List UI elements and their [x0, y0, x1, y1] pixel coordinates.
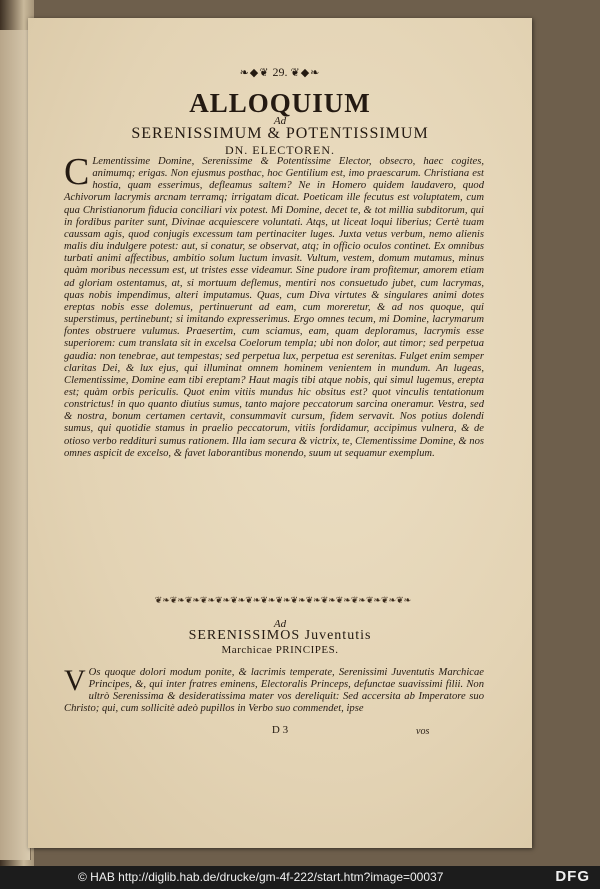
- section1-ad: Ad: [273, 115, 287, 127]
- section2-dropcap: V: [64, 664, 86, 697]
- footer-bar: [0, 866, 600, 889]
- section1-addressee-line2: DN. ELECTOREN.: [224, 143, 336, 157]
- catchword: vos: [416, 726, 430, 737]
- header-ornament-right: ❦◆❧: [290, 67, 321, 79]
- signature-mark: D 3: [271, 724, 289, 736]
- section1-body: [64, 151, 484, 460]
- section2-body: [64, 664, 484, 716]
- page-header: [28, 65, 532, 80]
- book-page: [28, 18, 532, 848]
- citation-link[interactable]: © HAB http://diglib.hab.de/drucke/gm-4f-222/start.htm?image=00037: [78, 870, 444, 884]
- section1-text: Lementissime Domine, Serenissime & Potentissime Elector, obsecro, haec cogites, animumq; erigas. Non ejusmus posthac, hoc Gentilium est, imo praescarum. Christiana est hostia, quam esserimus, defleamus saltem? Ne in Homero quidem laudavero, quod Achivorum lacrymis arcnam terramq; irrigatam dicat. Poeticam ille fecutus est voluptatem, cum qua Christianorum fiducia conciliari vix potest. Mi Domine, decet te, & tot millia subditorum, qui in fordibus pariter sunt, Divinae acquiescere voluntati. Atqs, ut liceat loqui liberius; Certè tuam caussam agis, quod conjugis excessum tam pertinaciter luges. Juxta vetus verbum, nemo alienis malis diu indulgere potest: aut, si conatur, se observat, atq; in officio oculos continet. Ex omnibus turbati animi affectibus, ambitio solum luctum invasit. Vultum, vestem, domum mutamus, minus quàm moribus necessum est, ut tristes esse videamur. Sine pudore iram profitemur, amorem etiam ad gloriam ostentamus, at, si mortuum deflemus, mentiri nos consuetudo jubet, cum lacrymas, quas nobis impendimus, alteri imputamus. Quas, cum Diva virtutes & singulares animi dotes ereptas nobis esse dolemus, pertinuerunt ad eam, cum moreretur, & ad nos quoque, qui superstimus, pertinebunt; si imitando expresserimus. Ergo omnes tecum, mi Domine, lacrymarum fontes obstruere vulumus. Praesertim, cum sciamus, eam, quam deploramus, lacrymis esse superiorem: cum translata sit in excelsa Coelorum templa; ubi non dolor, aut timor; sed perpetua gaudia: non tenebrae, aut tempestas; sed perpetua lux, perpetua est serenitas. Fulget enim semper claritas Dei, & lux ejus, qui illuminat omnem hominem venientem in mundum. An lugeas, Clementissime, Domine eam tibi ereptam? Haut magis tibi atque nobis, qui simul lugemus, erepta est; quàm orbis periculis. Quot enim vitiis mundus hic obsitus est? quot vinculis tentationum constrictus! in quo quanto diutius sumus, tanto majore peccatorum sarcina oneramur. Vestra, sed & nostra, bonum certamen certavit, consummavit cursum, fidem servavit. Nos potius dolendi sumus, qui quotidie stamus in praelio peccatorum, vitiis fordidamur, accipimus vulnera, & de otioso verbo reddituri sumus rationem. Illa iam secura & victrix, te, Clementissime Domine, & nos omnes aspicit de excelso, & favet laborantibus monendo, suum ut sequamur exemplum.: [64, 156, 484, 459]
- section2-text: Os quoque dolori modum ponite, & lacrimis temperate, Serenissimi Juventutis Marchicae Principes, &, qui inter fratres eminens, Electoralis Princeps, defunctae suavissimi filii. Non ultrò Serenissima & desideratissima mater vos dereliquit: Sed accersita ab Imperatore suo Christo; qui, cum sollicitè adeò pupillos in Verbo suo commendet, ipse: [64, 667, 484, 715]
- section1-dropcap: C: [64, 151, 90, 193]
- section2-addressee: SERENISSIMOS Juventutis: [188, 628, 372, 643]
- section1-addressee: SERENISSIMUM & POTENTISSIMUM: [131, 125, 429, 142]
- section2-ad: Ad: [273, 618, 287, 630]
- page-number: 29.: [272, 65, 288, 79]
- section-title: ALLOQUIUM: [189, 88, 371, 118]
- ornamental-divider: ❦❧❦❧❦❧❦❧❦❧❦❧❦❧❦❧❦❧❦❧❦❧❦❧❦❧❦❧❦❧❦❧❦❧: [154, 595, 412, 605]
- dfg-logo: DFG: [555, 868, 590, 885]
- section2-addressee-line2: Marchicae PRINCIPES.: [221, 644, 339, 656]
- header-ornament-left: ❧◆❦: [239, 67, 270, 79]
- previous-page-edge: [0, 30, 31, 860]
